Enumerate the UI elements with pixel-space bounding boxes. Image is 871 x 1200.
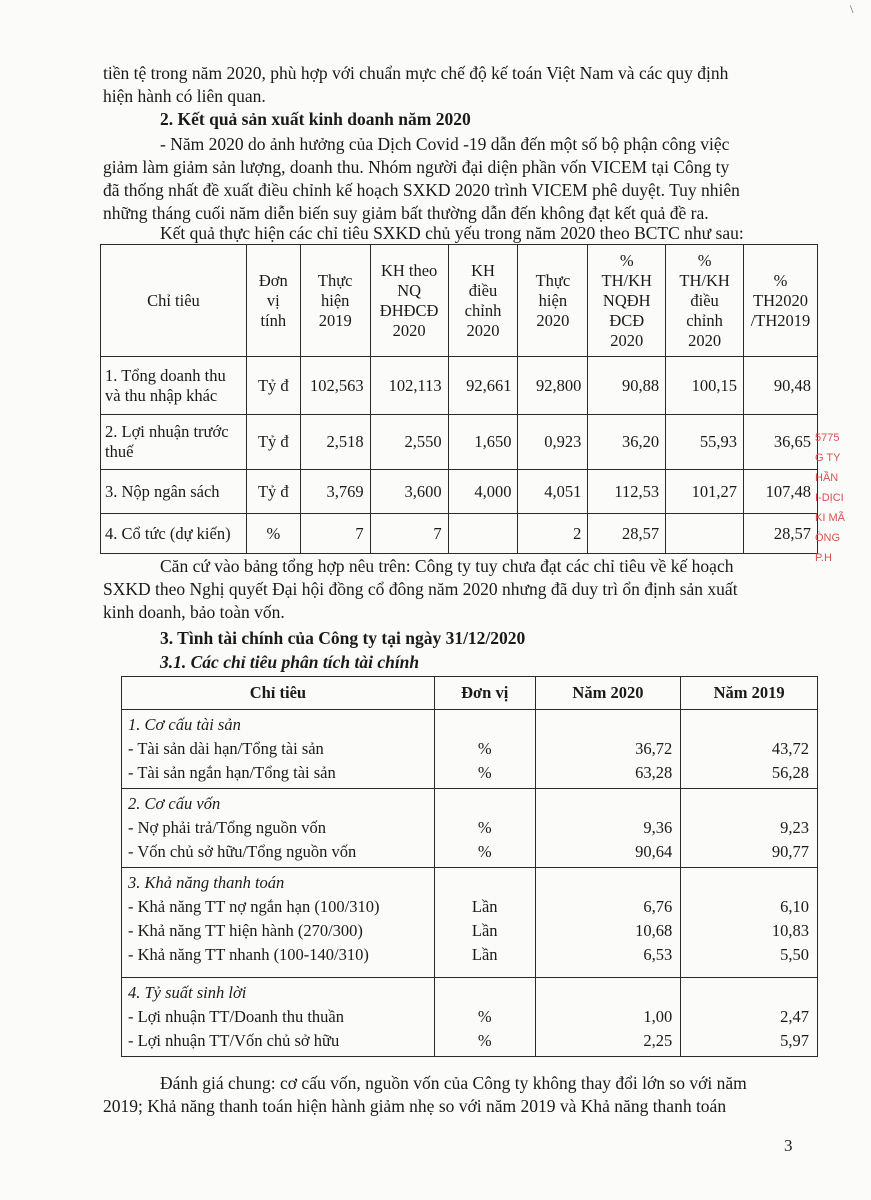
table-1-intro — [103, 222, 783, 245]
unit-value: Lần — [471, 897, 498, 916]
indicator-cell — [122, 978, 435, 1057]
value-2020: 2,25 — [643, 1031, 673, 1050]
value-2019: 5,97 — [780, 1031, 809, 1050]
table-1-header-line: NQĐH — [602, 290, 651, 310]
corner-mark: \ — [850, 2, 854, 16]
value-2020: 36,72 — [635, 739, 673, 758]
stamp-text-fragment: P.H — [815, 552, 832, 564]
value-cell: 28,57 — [743, 514, 817, 554]
conclusion-1-line: kinh doanh, bảo toàn vốn. — [103, 602, 285, 622]
group-title: 3. Khả năng thanh toán — [128, 873, 285, 892]
value-2020-cell — [535, 978, 681, 1057]
indicator-name: - Khả năng TT hiện hành (270/300) — [128, 921, 363, 940]
section-3-title: 3. Tình tài chính của Công ty tại ngày 31/12/2020 — [160, 628, 526, 648]
indicator-name: - Khả năng TT nợ ngắn hạn (100/310) — [128, 897, 380, 916]
table-1-header — [666, 245, 744, 357]
table-1-header-line: vị — [266, 290, 280, 310]
table-group-row — [122, 978, 818, 1057]
table-1-header-line: % — [773, 270, 788, 290]
value-2020-cell — [535, 710, 681, 789]
value-cell: 100,15 — [666, 357, 744, 415]
table-1-header-line: KH theo — [380, 260, 438, 280]
section-2-line: - Năm 2020 do ảnh hưởng của Dịch Covid -19 dẫn đến một số bộ phận công việc — [160, 134, 730, 154]
value-2019: 90,77 — [771, 842, 809, 861]
value-2019: 9,23 — [780, 818, 809, 837]
indicator-name-line: và thu nhập khác — [105, 385, 218, 405]
unit-cell — [434, 710, 535, 789]
unit-value: % — [477, 763, 492, 782]
table-1-header-line: 2020 — [392, 320, 426, 340]
spacer — [687, 713, 809, 737]
spacer — [542, 871, 673, 895]
table-1-header-row — [101, 245, 818, 357]
table-1-header-line: ĐHĐCĐ — [379, 300, 439, 320]
table-1-header-line: TH2020 — [752, 290, 808, 310]
unit-value: % — [477, 818, 492, 837]
value-cell: 1,650 — [448, 415, 518, 470]
table-2-header: Năm 2020 — [535, 677, 681, 710]
table-1-intro-text: Kết quả thực hiện các chỉ tiêu SXKD chủ yếu trong năm 2020 theo BCTC như sau: — [160, 223, 744, 243]
unit-cell — [434, 789, 535, 868]
spacer — [687, 792, 809, 816]
indicator-name: - Lợi nhuận TT/Doanh thu thuần — [128, 1007, 345, 1026]
value-cell: 90,88 — [588, 357, 666, 415]
stamp-text-fragment: G TY — [815, 452, 841, 464]
unit-cell — [434, 978, 535, 1057]
unit-value: % — [477, 739, 492, 758]
table-1-header-line: tính — [260, 310, 287, 330]
table-1-header-line: hiện — [320, 290, 350, 310]
table-group-row — [122, 789, 818, 868]
spacer — [542, 981, 673, 1005]
indicator-name: - Nợ phải trả/Tổng nguồn vốn — [128, 818, 326, 837]
value-2019: 43,72 — [771, 739, 809, 758]
indicator-name: - Tài sản dài hạn/Tổng tài sản — [128, 739, 324, 758]
value-2020: 6,76 — [643, 897, 673, 916]
indicator-name-line: 1. Tổng doanh thu — [105, 365, 226, 385]
value-2020: 90,64 — [635, 842, 673, 861]
stamp-text-fragment: 5775 — [815, 432, 840, 444]
section-2-paragraph — [103, 133, 783, 225]
value-cell: 36,20 — [588, 415, 666, 470]
value-cell: 7 — [370, 514, 448, 554]
unit-value: % — [477, 842, 492, 861]
value-cell: 90,48 — [743, 357, 817, 415]
spacer — [687, 871, 809, 895]
value-cell: 3,769 — [300, 470, 370, 514]
value-2019: 5,50 — [780, 945, 809, 964]
indicator-cell — [122, 868, 435, 978]
indicator-name: - Lợi nhuận TT/Vốn chủ sở hữu — [128, 1031, 340, 1050]
value-cell: 101,27 — [666, 470, 744, 514]
section-2-line: đã thống nhất đề xuất điều chỉnh kế hoạch SXKD 2020 trình VICEM phê duyệt. Tuy nhiên — [103, 180, 740, 200]
value-cell: 4,051 — [518, 470, 588, 514]
unit-cell — [434, 868, 535, 978]
value-cell: 92,661 — [448, 357, 518, 415]
stamp-text-fragment: HẦN — [815, 472, 839, 484]
table-1-header-line: Thực — [535, 270, 571, 290]
value-cell: 2,518 — [300, 415, 370, 470]
value-cell: 36,65 — [743, 415, 817, 470]
section-2-line: những tháng cuối năm diễn biến suy giảm bất thường dẫn đến không đạt kết quả đề ra. — [103, 203, 709, 223]
unit-value: % — [477, 1007, 492, 1026]
unit-value: Lần — [471, 921, 498, 940]
unit-cell: Tỷ đ — [246, 357, 300, 415]
table-1-header — [101, 245, 247, 357]
unit-cell: % — [246, 514, 300, 554]
group-title: 4. Tỷ suất sinh lời — [128, 983, 247, 1002]
table-2-header-row — [122, 677, 818, 710]
table-2-header: Đơn vị — [434, 677, 535, 710]
value-cell — [448, 514, 518, 554]
table-1-header-line: 2020 — [466, 320, 500, 340]
table-row — [101, 470, 818, 514]
table-1-header-line: Thực — [317, 270, 353, 290]
group-title: 1. Cơ cấu tài sản — [128, 715, 241, 734]
conclusion-1-line: SXKD theo Nghị quyết Đại hội đồng cổ đông năm 2020 nhưng đã duy trì ổn định sản xuất — [103, 579, 738, 599]
indicator-name-line: 2. Lợi nhuận trước — [105, 422, 229, 441]
value-cell: 3,600 — [370, 470, 448, 514]
stamp-text-fragment: ÒNG — [815, 532, 841, 544]
spacer — [441, 792, 529, 816]
table-1-header-line: Chỉ tiêu — [147, 290, 200, 310]
spacer — [441, 713, 529, 737]
table-1-header-line: % — [619, 250, 634, 270]
value-cell: 102,113 — [370, 357, 448, 415]
indicator-name — [101, 357, 247, 415]
indicator-name: - Vốn chủ sở hữu/Tổng nguồn vốn — [128, 842, 357, 861]
section-3-1-subtitle: 3.1. Các chỉ tiêu phân tích tài chính — [160, 652, 420, 672]
value-cell: 7 — [300, 514, 370, 554]
table-1-header — [246, 245, 300, 357]
table-1-header — [300, 245, 370, 357]
indicator-name: - Tài sản ngắn hạn/Tổng tài sản — [128, 763, 336, 782]
sxkd-results-table — [100, 244, 818, 554]
table-1-header-line: % — [697, 250, 712, 270]
indicator-name-line: 4. Cổ tức (dự kiến) — [105, 523, 231, 543]
indicator-name-line: 3. Nộp ngân sách — [105, 481, 220, 501]
value-2020-cell — [535, 789, 681, 868]
red-seal-stamp — [815, 430, 855, 580]
table-row — [101, 357, 818, 415]
table-1-header — [743, 245, 817, 357]
value-2020: 1,00 — [643, 1007, 673, 1026]
conclusion-2-line: Đánh giá chung: cơ cấu vốn, nguồn vốn của Công ty không thay đổi lớn so với năm — [160, 1073, 747, 1093]
table-1-header — [518, 245, 588, 357]
table-1-header-line: 2020 — [688, 330, 722, 350]
spacer — [687, 981, 809, 1005]
intro-paragraph — [103, 62, 783, 108]
indicator-name — [101, 514, 247, 554]
value-cell: 2 — [518, 514, 588, 554]
table-1-header-line: Đơn — [258, 270, 288, 290]
value-cell: 107,48 — [743, 470, 817, 514]
group-title: 2. Cơ cấu vốn — [128, 794, 221, 813]
value-2019: 6,10 — [780, 897, 809, 916]
value-2019: 2,47 — [780, 1007, 809, 1026]
indicator-cell — [122, 710, 435, 789]
financial-indicators-table — [121, 676, 818, 1057]
unit-cell: Tỷ đ — [246, 415, 300, 470]
conclusion-1-paragraph — [103, 555, 783, 624]
spacer — [441, 981, 529, 1005]
value-2019-cell — [681, 868, 818, 978]
value-2019-cell — [681, 978, 818, 1057]
value-2019: 56,28 — [771, 763, 809, 782]
table-1-header — [370, 245, 448, 357]
value-2020: 63,28 — [635, 763, 673, 782]
value-cell: 102,563 — [300, 357, 370, 415]
value-cell: 112,53 — [588, 470, 666, 514]
table-1-header — [448, 245, 518, 357]
value-cell: 2,550 — [370, 415, 448, 470]
table-group-row — [122, 710, 818, 789]
table-1-header-line: /TH2019 — [750, 310, 811, 330]
table-1-header-line: NQ — [397, 280, 422, 300]
unit-value: Lần — [471, 945, 498, 964]
spacer — [542, 713, 673, 737]
table-1-header-line: 2020 — [610, 330, 644, 350]
table-1-header-line: điều — [690, 290, 719, 310]
indicator-name-line: thuế — [105, 442, 134, 461]
table-1-header-line: TH/KH — [679, 270, 730, 290]
conclusion-1-line: Căn cứ vào bảng tổng hợp nêu trên: Công ty tuy chưa đạt các chỉ tiêu về kế hoạch — [160, 556, 734, 576]
unit-cell: Tỷ đ — [246, 470, 300, 514]
value-2019: 10,83 — [771, 921, 809, 940]
section-2-line: giảm làm giảm sản lượng, doanh thu. Nhóm người đại diện phần vốn VICEM tại Công ty — [103, 157, 730, 177]
spacer — [542, 792, 673, 816]
value-cell — [666, 514, 744, 554]
value-cell: 4,000 — [448, 470, 518, 514]
conclusion-2-line: 2019; Khả năng thanh toán hiện hành giảm nhẹ so với năm 2019 và Khả năng thanh toán — [103, 1096, 727, 1116]
table-1-header-line: TH/KH — [601, 270, 652, 290]
indicator-name — [101, 415, 247, 470]
table-group-row — [122, 868, 818, 978]
unit-value: % — [477, 1031, 492, 1050]
value-2020: 6,53 — [643, 945, 673, 964]
intro-line-2: hiện hành có liên quan. — [103, 86, 266, 106]
intro-line-1: tiền tệ trong năm 2020, phù hợp với chuẩn mực chế độ kế toán Việt Nam và các quy định — [103, 63, 729, 83]
table-1-header-line: chỉnh — [464, 300, 502, 320]
value-cell: 0,923 — [518, 415, 588, 470]
table-row — [101, 514, 818, 554]
table-1-header-line: ĐCĐ — [609, 310, 645, 330]
spacer — [441, 871, 529, 895]
indicator-cell — [122, 789, 435, 868]
indicator-name: - Khả năng TT nhanh (100-140/310) — [128, 945, 369, 964]
page-number: 3 — [784, 1136, 793, 1155]
value-2020: 9,36 — [643, 818, 673, 837]
stamp-text-fragment: KI MÃ — [815, 512, 845, 524]
table-2-header: Chỉ tiêu — [122, 677, 435, 710]
indicator-name — [101, 470, 247, 514]
value-2019-cell — [681, 789, 818, 868]
table-1-header-line: hiện — [538, 290, 568, 310]
value-2020-cell — [535, 868, 681, 978]
section-2-title: 2. Kết quả sản xuất kinh doanh năm 2020 — [160, 109, 471, 129]
table-1-header-line: chỉnh — [686, 310, 723, 330]
table-1-header — [588, 245, 666, 357]
table-2-header: Năm 2019 — [681, 677, 818, 710]
table-1-header-line: 2020 — [536, 310, 570, 330]
value-cell: 92,800 — [518, 357, 588, 415]
conclusion-2-paragraph — [103, 1072, 783, 1118]
value-2019-cell — [681, 710, 818, 789]
value-2020: 10,68 — [635, 921, 673, 940]
table-row — [101, 415, 818, 470]
table-1-header-line: 2019 — [318, 310, 352, 330]
value-cell: 28,57 — [588, 514, 666, 554]
value-cell: 55,93 — [666, 415, 744, 470]
table-1-header-line: điều — [468, 280, 498, 300]
table-1-header-line: KH — [471, 260, 495, 280]
stamp-text-fragment: I-DỊCI — [815, 492, 844, 504]
